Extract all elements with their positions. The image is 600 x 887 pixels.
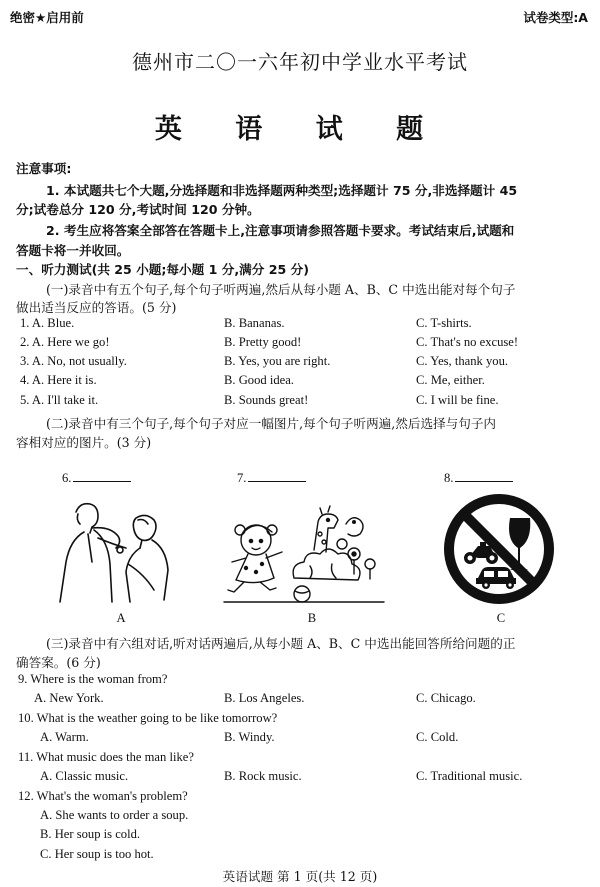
part2-instruction-line1: (二)录音中有三个句子,每个句子对应一幅图片,每个句子听两遍,然后选择与句子内 bbox=[46, 416, 497, 431]
page-footer: 英语试题 第 1 页(共 12 页) bbox=[222, 869, 378, 884]
secret-mark: 绝密★启用前 bbox=[10, 10, 84, 25]
q10-option-a: A. Warm. bbox=[40, 730, 89, 744]
paper-type: 试卷类型:A bbox=[523, 10, 588, 25]
exam-name: 德州市二〇一六年初中学业水平考试 bbox=[132, 50, 468, 74]
q3-option-c: C. Yes, thank you. bbox=[416, 354, 509, 368]
q4-option-a: 4. A. Here it is. bbox=[20, 373, 97, 387]
q5-option-c: C. I will be fine. bbox=[416, 393, 499, 407]
notes-item2-line2: 答题卡将一并收回。 bbox=[16, 243, 130, 258]
notes-item1-line2: 分;试卷总分 120 分,考试时间 120 分钟。 bbox=[16, 202, 260, 217]
no-drink-driving-sign-icon bbox=[440, 492, 558, 606]
q11-option-b: B. Rock music. bbox=[224, 769, 302, 783]
q1-option-a: 1. A. Blue. bbox=[20, 316, 75, 330]
part2-instruction-line2: 容相对应的图片。(3 分) bbox=[16, 435, 152, 450]
doctor-examining-patient-icon bbox=[44, 494, 174, 606]
q3-option-a: 3. A. No, not usually. bbox=[20, 354, 127, 368]
q8-answer-blank: 8. bbox=[444, 470, 513, 486]
q3-option-b: B. Yes, you are right. bbox=[224, 354, 331, 368]
q2-option-c: C. That's no excuse! bbox=[416, 335, 519, 349]
notes-heading: 注意事项: bbox=[16, 161, 72, 176]
q2-option-b: B. Pretty good! bbox=[224, 335, 302, 349]
q9-stem: 9. Where is the woman from? bbox=[18, 672, 168, 686]
q6-answer-blank: 6. bbox=[62, 470, 131, 486]
notes-item2-line1: 2. 考生应将答案全部答在答题卡上,注意事项请参照答题卡要求。考试结束后,试题和 bbox=[46, 223, 515, 238]
q9-option-b: B. Los Angeles. bbox=[224, 691, 305, 705]
q12-option-c: C. Her soup is too hot. bbox=[40, 847, 154, 861]
q4-option-c: C. Me, either. bbox=[416, 373, 485, 387]
q2-option-a: 2. A. Here we go! bbox=[20, 335, 110, 349]
q10-stem: 10. What is the weather going to be like tomorrow? bbox=[18, 711, 278, 725]
part1-instruction-line1: (一)录音中有五个句子,每个句子听两遍,然后从每小题 A、B、C 中选出能对每个句子 bbox=[46, 282, 516, 297]
subject-title: 英 语 试 题 bbox=[154, 114, 446, 145]
q12-option-b: B. Her soup is cold. bbox=[40, 827, 141, 841]
q5-option-b: B. Sounds great! bbox=[224, 393, 309, 407]
q4-option-b: B. Good idea. bbox=[224, 373, 294, 387]
picture-label-a: A bbox=[116, 611, 126, 625]
q7-answer-blank: 7. bbox=[237, 470, 306, 486]
part3-instruction-line2: 确答案。(6 分) bbox=[16, 655, 101, 670]
part3-instruction-line1: (三)录音中有六组对话,听对话两遍后,从每小题 A、B、C 中选出能回答所给问题的正 bbox=[46, 636, 516, 651]
q1-option-c: C. T-shirts. bbox=[416, 316, 472, 330]
q5-option-a: 5. A. I'll take it. bbox=[20, 393, 99, 407]
q11-option-c: C. Traditional music. bbox=[416, 769, 523, 783]
q11-stem: 11. What music does the man like? bbox=[18, 750, 194, 764]
q12-stem: 12. What's the woman's problem? bbox=[18, 789, 188, 803]
q1-option-b: B. Bananas. bbox=[224, 316, 285, 330]
section1-title: 一、听力测试(共 25 小题;每小题 1 分,满分 25 分) bbox=[16, 262, 309, 277]
q9-option-c: C. Chicago. bbox=[416, 691, 476, 705]
q9-option-a: A. New York. bbox=[34, 691, 104, 705]
picture-label-c: C bbox=[496, 611, 506, 625]
q11-option-a: A. Classic music. bbox=[40, 769, 129, 783]
notes-item1-line1: 1. 本试题共七个大题,分选择题和非选择题两种类型;选择题计 75 分,非选择题计 45 bbox=[46, 183, 518, 198]
girl-playing-outdoors-icon bbox=[214, 494, 389, 606]
picture-label-b: B bbox=[307, 611, 317, 625]
part1-instruction-line2: 做出适当反应的答语。(5 分) bbox=[16, 300, 177, 315]
q10-option-b: B. Windy. bbox=[224, 730, 275, 744]
q10-option-c: C. Cold. bbox=[416, 730, 459, 744]
q12-option-a: A. She wants to order a soup. bbox=[40, 808, 189, 822]
